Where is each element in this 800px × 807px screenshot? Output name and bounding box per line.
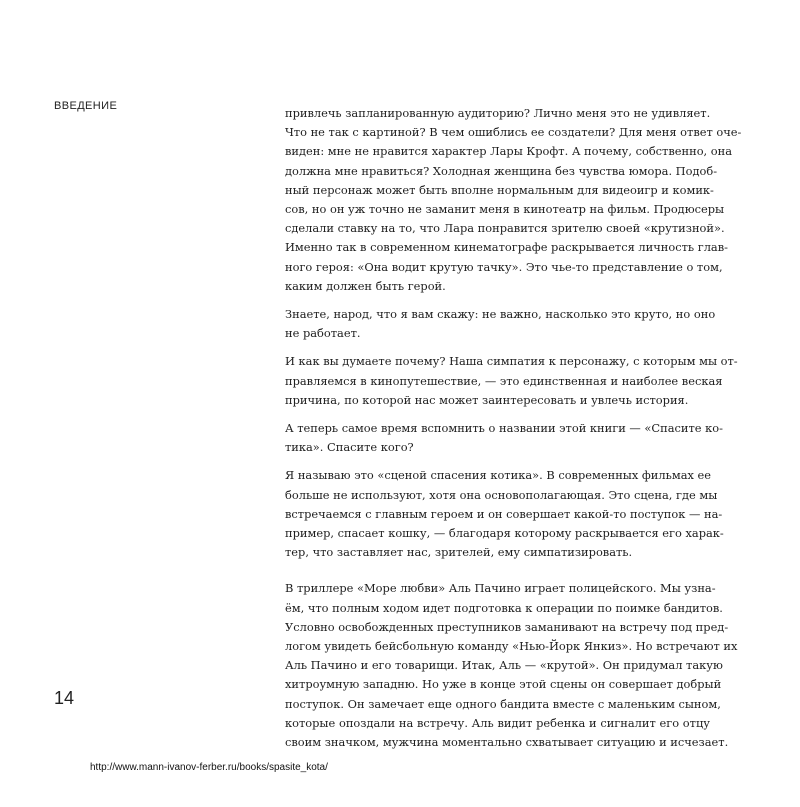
text-line: которые опоздали на встречу. Аль видит ребенка и сигналит его отцу <box>285 715 710 730</box>
text-line: правляемся в кинопутешествие, — это единственная и наиболее веская <box>285 373 723 388</box>
paragraph <box>285 579 738 752</box>
text-line: ный персонаж может быть вполне нормальным для видеоигр и комик- <box>285 182 714 197</box>
paragraph <box>285 305 716 343</box>
text-line: каким должен быть герой. <box>285 278 446 293</box>
body-text <box>285 104 742 761</box>
text-line: ного героя: «Она водит крутую тачку». Это чье-то представление о том, <box>285 259 723 274</box>
text-line: Знаете, народ, что я вам скажу: не важно, насколько это круто, но оно <box>285 307 716 322</box>
text-line: Я называю это «сценой спасения котика». В современных фильмах ее <box>285 468 712 483</box>
paragraph <box>285 352 738 410</box>
text-line: встречаемся с главным героем и он совершает какой-то поступок — на- <box>285 506 723 521</box>
section-label: ВВЕДЕНИЕ <box>54 100 118 112</box>
page-number: 14 <box>54 688 75 708</box>
source-url-link[interactable]: http://www.mann-ivanov-ferber.ru/books/spasite_kota/ <box>90 762 328 773</box>
text-line: Аль Пачино и его товарищи. Итак, Аль — «крутой». Он придумал такую <box>285 658 723 673</box>
paragraph <box>285 419 723 457</box>
text-line: пример, спасает кошку, — благодаря которому раскрывается его харак- <box>285 526 724 541</box>
text-line: поступок. Он замечает еще одного бандита вместе с маленьким сыном, <box>285 696 721 711</box>
text-line: А теперь самое время вспомнить о названии этой книги — «Спасите ко- <box>285 421 723 436</box>
text-line: Что не так с картиной? В чем ошиблись ее создатели? Для меня ответ оче- <box>285 125 742 140</box>
text-line: не работает. <box>285 326 361 341</box>
text-line: виден: мне не нравится характер Лары Крофт. А почему, собственно, она <box>285 144 733 159</box>
paragraph <box>285 466 724 562</box>
text-line: логом увидеть бейсбольную команду «Нью-Йорк Янкиз». Но встречают их <box>285 639 738 654</box>
paragraph <box>285 104 742 296</box>
text-line: тика». Спасите кого? <box>285 440 414 455</box>
text-line: сов, но он уж точно не заманит меня в кинотеатр на фильм. Продюсеры <box>285 202 725 217</box>
text-line: привлечь запланированную аудиторию? Лично меня это не удивляет. <box>285 106 711 120</box>
text-line: И как вы думаете почему? Наша симпатия к персонажу, с которым мы от- <box>285 354 738 369</box>
text-line: больше не используют, хотя она основополагающая. Это сцена, где мы <box>285 487 718 502</box>
text-line: ём, что полным ходом идет подготовка к операции по поимке бандитов. <box>285 600 723 615</box>
text-line: тер, что заставляет нас, зрителей, ему симпатизировать. <box>285 545 633 560</box>
text-line: своим значком, мужчина моментально схватывает ситуацию и исчезает. <box>285 735 729 750</box>
text-line: В триллере «Море любви» Аль Пачино играет полицейского. Мы узна- <box>285 581 716 596</box>
text-line: Именно так в современном кинематографе раскрывается личность глав- <box>285 240 728 255</box>
text-line: сделали ставку на то, что Лара понравится зрителю своей «крутизной». <box>285 221 725 236</box>
text-line: Условно освобожденных преступников заманивают на встречу под пред- <box>285 619 729 634</box>
text-line: причина, по которой нас может заинтересовать и увлечь история. <box>285 392 689 407</box>
text-line: хитроумную западню. Но уже в конце этой сцены он совершает добрый <box>285 677 722 692</box>
text-line: должна мне нравиться? Холодная женщина без чувства юмора. Подоб- <box>285 163 718 178</box>
